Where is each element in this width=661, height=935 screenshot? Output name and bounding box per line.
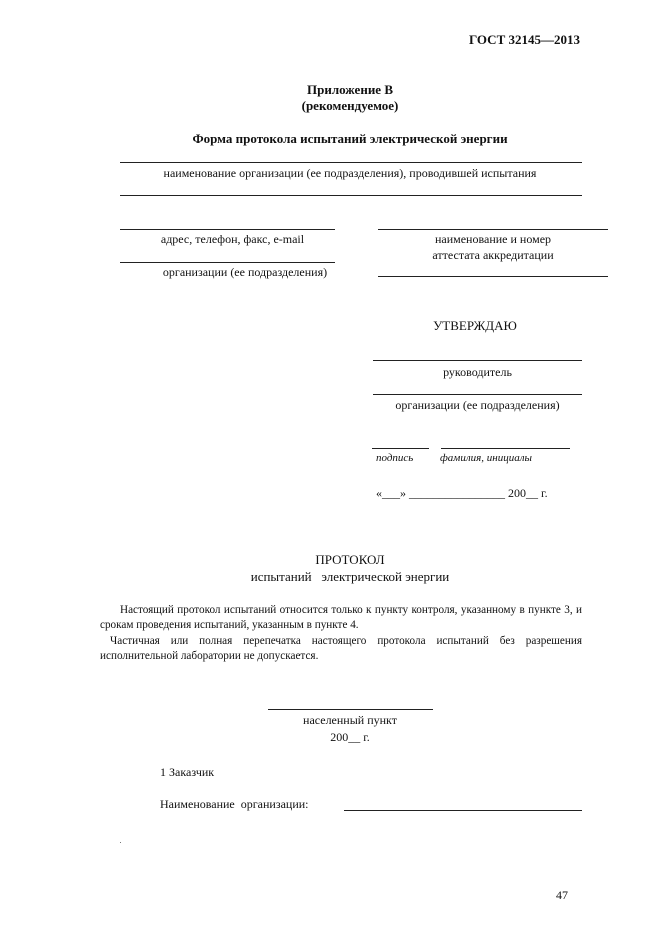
attestat-caption-1: наименование и номер: [434, 232, 552, 246]
protocol-subtitle: испытаний электрической энергии: [250, 569, 450, 584]
name-caption: фамилия, инициалы: [440, 452, 532, 464]
appendix-subtitle: (рекомендуемое): [301, 98, 399, 113]
attestat-line-2[interactable]: [378, 276, 608, 277]
approval-head-caption: руководитель: [443, 365, 512, 379]
approval-org-caption: организации (ее подразделения): [395, 398, 560, 412]
approval-date[interactable]: «___» ________________ 200__ г.: [376, 486, 548, 500]
signature-caption: подпись: [376, 452, 414, 464]
section-1-heading: 1 Заказчик: [160, 765, 215, 779]
protocol-title: ПРОТОКОЛ: [315, 552, 385, 567]
address-line-2[interactable]: [120, 262, 335, 263]
customer-org-input-line[interactable]: [344, 810, 582, 811]
place-line[interactable]: [268, 709, 433, 710]
name-line[interactable]: [441, 448, 570, 449]
attestat-caption-2: аттестата аккредитации: [432, 248, 554, 262]
approval-head-line[interactable]: [373, 360, 582, 361]
customer-org-label: Наименование организации:: [160, 797, 309, 811]
standard-number: ГОСТ 32145—2013: [468, 32, 580, 47]
address-line[interactable]: [120, 229, 335, 230]
org-name-line-2[interactable]: [120, 195, 582, 196]
place-caption: населенный пункт: [303, 713, 397, 727]
approval-title: УТВЕРЖДАЮ: [433, 318, 517, 333]
attestat-line[interactable]: [378, 229, 608, 230]
signature-line[interactable]: [372, 448, 429, 449]
protocol-paragraph-2: Частичная или полная перепечатка настоящего протокола испытаний без разрешения исполнительной лаборатории не допускается.: [100, 635, 582, 662]
org-name-line[interactable]: [120, 162, 582, 163]
place-year[interactable]: 200__ г.: [330, 730, 370, 744]
org-name-caption: наименование организации (ее подразделения), проводившей испытания: [163, 166, 537, 180]
page-number: 47: [556, 888, 568, 902]
protocol-paragraph-1-text: Настоящий протокол испытаний относится только к пункту контроля, указанному в пункте 3, и срокам проведения испытаний, указанным в пункте 4.: [100, 604, 582, 631]
appendix-title: Приложение В: [307, 82, 393, 97]
form-title: Форма протокола испытаний электрической энергии: [192, 131, 508, 146]
approval-org-line[interactable]: [373, 394, 582, 395]
stray-dot: [120, 842, 121, 843]
address-caption: адрес, телефон, факс, e-mail: [160, 232, 305, 246]
org-caption: организации (ее подразделения): [162, 265, 328, 279]
